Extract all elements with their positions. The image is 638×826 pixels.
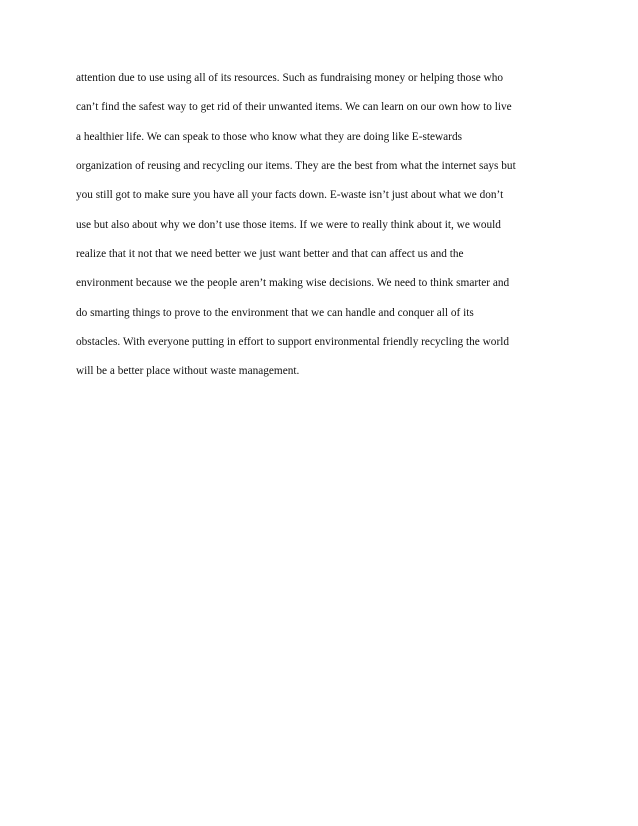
text-line-3: a healthier life. We can speak to those who know what they are doing like E-stewards (76, 130, 462, 143)
text-line-2: can’t find the safest way to get rid of their unwanted items. We can learn on our own how to live (76, 101, 512, 114)
text-line-11: will be a better place without waste management. (76, 365, 300, 378)
body-paragraph (76, 64, 576, 387)
text-line-9: do smarting things to prove to the environment that we can handle and conquer all of its (76, 306, 474, 319)
text-line-1: attention due to use using all of its resources. Such as fundraising money or helping those who (76, 72, 504, 84)
text-line-7: realize that it not that we need better we just want better and that can affect us and the (76, 248, 464, 261)
text-line-8: environment because we the people aren’t making wise decisions. We need to think smarter and (76, 277, 510, 290)
text-line-10: obstacles. With everyone putting in effort to support environmental friendly recycling the world (76, 336, 510, 349)
text-line-4: organization of reusing and recycling our items. They are the best from what the internet says but (76, 160, 516, 173)
text-line-5: you still got to make sure you have all your facts down. E-waste isn’t just about what we don’t (76, 189, 504, 202)
text-line-6: use but also about why we don’t use those items. If we were to really think about it, we would (76, 218, 501, 231)
